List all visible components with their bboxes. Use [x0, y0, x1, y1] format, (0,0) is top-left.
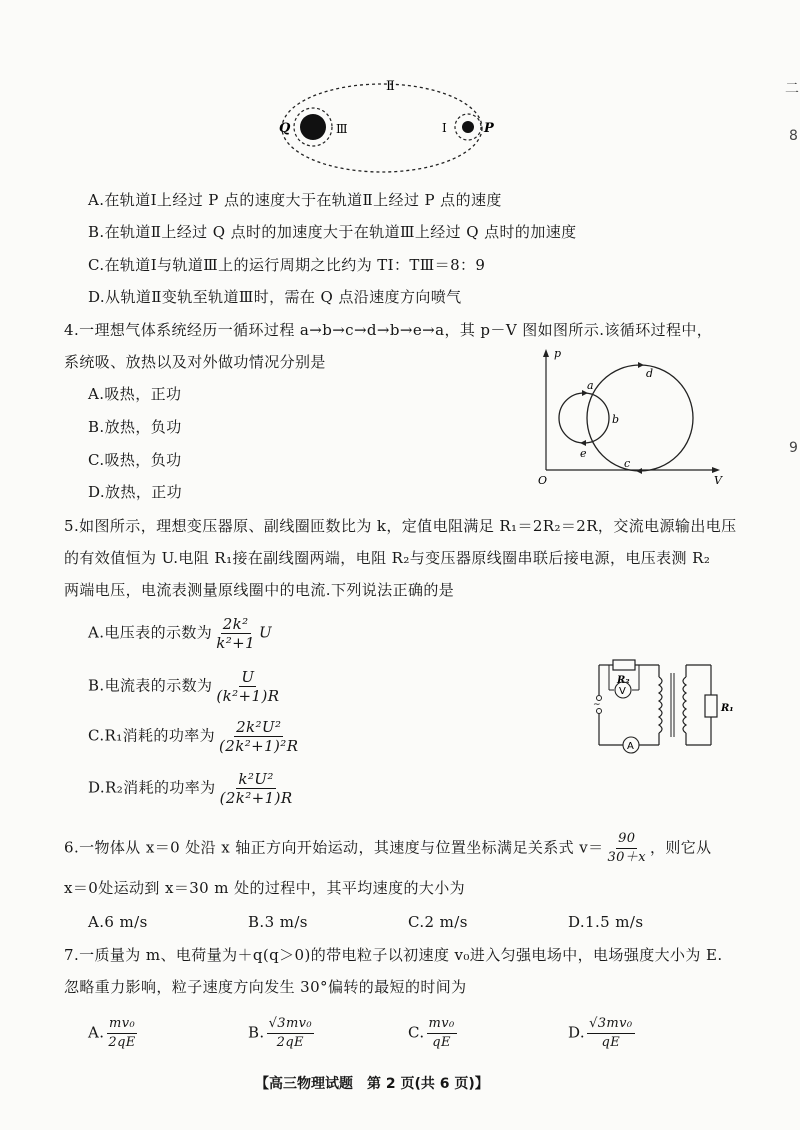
q6-stem-line2: x＝0处运动到 x＝30 m 处的过程中，其平均速度的大小为 [64, 879, 466, 897]
q5-a-suffix: U [259, 623, 273, 642]
q5-b-prefix: B.电流表的示数为 [88, 676, 213, 695]
q7-c-fraction [427, 1015, 457, 1052]
q5-option-a [88, 615, 272, 652]
q7-b-den: 2qE [276, 1035, 304, 1050]
q7-stem-line1: 7.一质量为 m、电荷量为＋q(q＞0)的带电粒子以初速度 v₀进入匀强电场中，电场强度大小为 E. [64, 946, 723, 964]
label-d: d [646, 367, 654, 380]
page-footer: 【高三物理试题 第 2 页(共 6 页)】 [255, 1076, 489, 1092]
planet-Q [300, 114, 326, 140]
label-c: c [624, 457, 631, 470]
source-symbol: ~ [593, 700, 601, 710]
label-e: e [580, 447, 587, 460]
q7-d-den: qE [601, 1035, 621, 1050]
small-cycle [559, 393, 609, 443]
q7-option-a [88, 1015, 140, 1052]
q5-d-num: k²U² [238, 770, 274, 788]
q5-d-den: (2k²+1)R [219, 789, 293, 807]
q7-a-den: 2qE [108, 1035, 136, 1050]
q5-d-fraction [218, 770, 295, 807]
q5-c-prefix: C.R₁消耗的功率为 [88, 726, 216, 745]
large-cycle [587, 365, 693, 471]
q5-c-num: 2k²U² [236, 718, 282, 736]
q7-a-letter: A. [88, 1023, 105, 1042]
label-Q: Q [279, 121, 291, 136]
q6-stem-line1 [64, 830, 712, 867]
q5-a-prefix: A.电压表的示数为 [88, 623, 213, 642]
ammeter-label: A [627, 741, 634, 752]
q6-frac-num: 90 [616, 830, 637, 849]
q5-option-d [88, 770, 297, 807]
q3-option-b: B.在轨道Ⅱ上经过 Q 点时的加速度大于在轨道Ⅲ上经过 Q 点时的加速度 [88, 223, 577, 241]
label-a: a [587, 379, 594, 392]
q6-option-b: B.3 m/s [248, 913, 308, 931]
q3-option-c: C.在轨道Ⅰ与轨道Ⅲ上的运行周期之比约为 TⅠ：TⅢ＝8：9 [88, 256, 486, 274]
label-p: p [554, 347, 562, 360]
label-V: V [714, 474, 722, 487]
q7-b-letter: B. [248, 1023, 265, 1042]
q7-option-d [568, 1015, 637, 1052]
label-I: Ⅰ [442, 121, 447, 135]
resistor-r2 [613, 660, 635, 670]
q7-a-fraction [106, 1015, 137, 1052]
q5-a-den: k²+1 [216, 634, 256, 652]
q6-line1-suffix: ，则它从 [649, 838, 712, 857]
label-r2: R₂ [617, 675, 630, 686]
q4-stem-line1: 4.一理想气体系统经历一循环过程 a→b→c→d→b→e→a，其 p－V 图如图所示.该循环过程中， [64, 321, 713, 339]
resistor-r1 [705, 695, 717, 717]
q5-a-num: 2k² [222, 615, 249, 633]
q6-frac-den: 30＋x [607, 850, 646, 865]
q5-d-prefix: D.R₂消耗的功率为 [88, 778, 216, 797]
q4-option-d: D.放热，正功 [88, 483, 183, 501]
q4-option-b: B.放热，负功 [88, 418, 182, 436]
q7-c-letter: C. [408, 1023, 425, 1042]
pv-diagram [528, 345, 728, 490]
q6-line1-prefix: 6.一物体从 x＝0 处沿 x 轴正方向开始运动，其速度与位置坐标满足关系式 v＝ [64, 838, 604, 857]
q7-d-fraction [587, 1015, 634, 1052]
q5-option-b [88, 668, 283, 705]
q7-option-b [248, 1015, 316, 1052]
q5-c-fraction [217, 718, 300, 755]
q7-a-num: mv₀ [107, 1015, 137, 1034]
q6-option-a: A.6 m/s [88, 913, 148, 931]
q7-option-c [408, 1015, 459, 1052]
watermark [317, 422, 355, 458]
arrow-d [638, 362, 644, 368]
q6-option-c: C.2 m/s [408, 913, 468, 931]
voltmeter-label: V [619, 686, 626, 697]
label-r1: R₁ [721, 703, 734, 714]
label-P: P [484, 121, 494, 136]
q5-b-num: U [241, 668, 255, 686]
q7-d-letter: D. [568, 1023, 586, 1042]
q3-option-a: A.在轨道Ⅰ上经过 P 点的速度大于在轨道Ⅱ上经过 P 点的速度 [88, 191, 502, 209]
arrow-e [580, 440, 586, 446]
label-b: b [612, 413, 620, 426]
v-axis-arrow [712, 467, 720, 473]
primary-coil [659, 677, 662, 733]
planet-P [462, 121, 474, 133]
transformer-circuit [585, 655, 745, 755]
q5-stem-line2: 的有效值恒为 U.电阻 R₁接在副线圈两端，电阻 R₂与变压器原线圈串联后接电源，电压表测 R₂ [64, 549, 711, 567]
label-II: Ⅱ [386, 79, 395, 94]
arrow-c [636, 468, 642, 474]
q6-option-d: D.1.5 m/s [568, 913, 644, 931]
q7-c-den: qE [432, 1035, 451, 1050]
margin-mark-8: 8 [789, 128, 798, 144]
q5-option-c [88, 718, 302, 755]
orbit-figure [270, 72, 500, 182]
secondary-coil [683, 677, 686, 733]
q5-stem-line1: 5.如图所示，理想变压器原、副线圈匝数比为 k，定值电阻满足 R₁＝2R₂＝2R，交流电源输出电压 [64, 517, 737, 535]
label-O: O [538, 474, 548, 487]
q5-c-den: (2k²+1)²R [219, 737, 299, 755]
q7-c-num: mv₀ [427, 1015, 457, 1034]
q7-d-num: √3mv₀ [587, 1015, 634, 1034]
label-III: Ⅲ [336, 122, 348, 136]
p-axis-arrow [543, 349, 549, 357]
q5-stem-line3: 两端电压，电流表测量原线圈中的电流.下列说法正确的是 [64, 581, 455, 599]
margin-mark-top: 二 [785, 81, 799, 97]
q7-stem-line2: 忽略重力影响，粒子速度方向发生 30°偏转的最短的时间为 [64, 978, 467, 996]
q7-b-fraction [267, 1015, 314, 1052]
q4-stem-line2: 系统吸、放热以及对外做功情况分别是 [64, 353, 326, 371]
q5-a-fraction [214, 615, 257, 652]
q4-option-c: C.吸热，负功 [88, 451, 182, 469]
margin-mark-9: 9 [789, 440, 798, 456]
q5-b-fraction [214, 668, 281, 705]
q5-b-den: (k²+1)R [216, 687, 280, 705]
q7-b-num: √3mv₀ [267, 1015, 314, 1034]
q3-option-d: D.从轨道Ⅱ变轨至轨道Ⅲ时，需在 Q 点沿速度方向喷气 [88, 288, 462, 306]
q6-fraction [606, 830, 648, 867]
q4-option-a: A.吸热，正功 [88, 385, 182, 403]
